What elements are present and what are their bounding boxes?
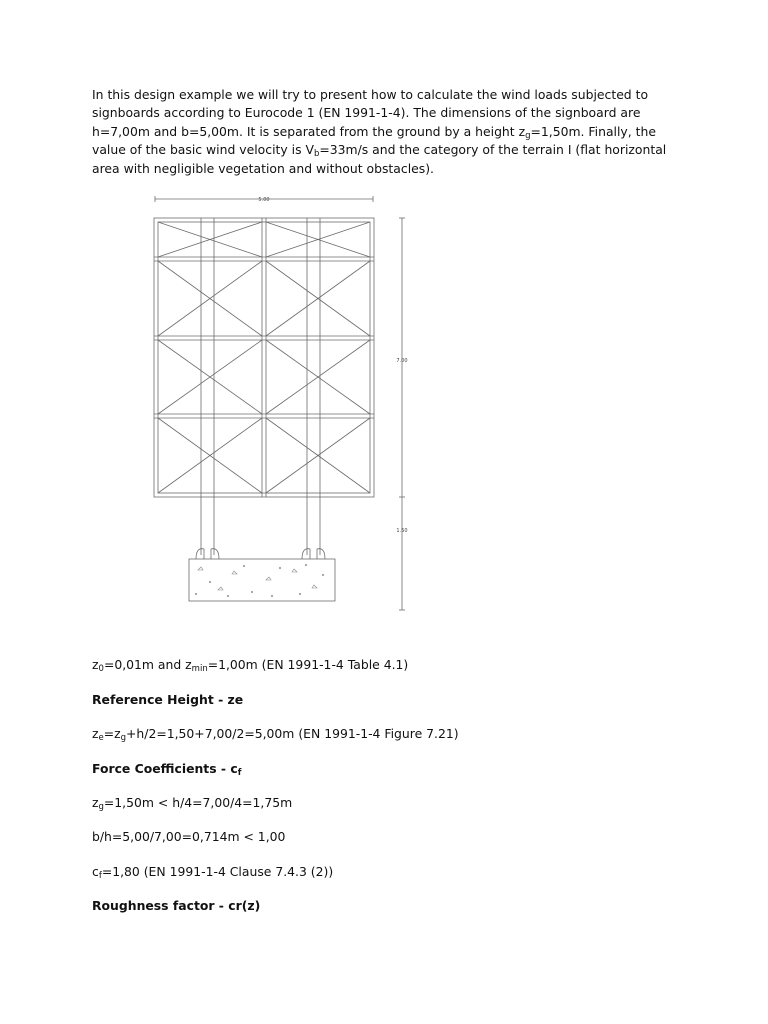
ze-line: $z_e=z_g+h/2=1,50+7,00/2=5,00m$ (EN 1991-1-4 Figure 7.21) xyxy=(92,726,459,743)
zg-line: $z_g=1,50m < h/4=7,00/4=1,75m$ xyxy=(92,795,293,812)
cf-line: $c_f=1,80$ (EN 1991-1-4 Clause 7.4.3 (2)) xyxy=(92,864,334,881)
truss-frame xyxy=(154,218,374,555)
roughness-factor-heading: Roughness factor - cr(z) xyxy=(92,898,261,913)
clearance-label: 1.50 xyxy=(396,528,408,534)
reference-height-heading: Reference Height - ze xyxy=(92,692,244,707)
bh-line: b/h=5,00/7,00=0,714m < 1,00 xyxy=(92,829,286,844)
height-label: 7.00 xyxy=(396,358,408,364)
z0-zmin-line: $z_0=0,01m$ and $z_{min}=1,00m$ (EN 1991-1-4 Table 4.1) xyxy=(92,657,409,674)
width-label: 5.00 xyxy=(258,197,270,203)
force-coefficients-heading: Force Coefficients - $c_f$ xyxy=(92,761,242,778)
height-dimension xyxy=(399,218,405,610)
concrete-foundation xyxy=(189,549,335,601)
intro-paragraph: In this design example we will try to present how to calculate the wind loads subjected to signboards according to Eurocode 1 (EN 1991-1-4). The dimensions of the signboard are h=7,00m and b=5,00m. It is separated from the ground by a height $z_g=1,50m$. Finally, the value of the basic wind velocity is $V_b=33m/s$ and the category of the terrain I (flat horizontal area with negligible vegetation and without obstacles). xyxy=(92,87,667,176)
